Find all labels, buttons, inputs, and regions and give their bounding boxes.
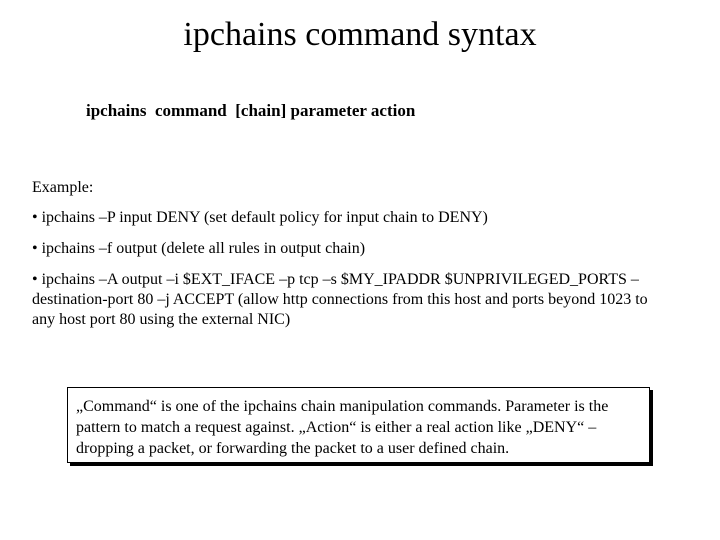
slide-title: ipchains command syntax [183, 16, 537, 53]
example-item-set-policy: • ipchains –P input DENY (set default policy for input chain to DENY) [32, 209, 488, 226]
example-item-flush-output: • ipchains –f output (delete all rules in output chain) [32, 240, 366, 257]
example-heading: Example: [32, 179, 94, 196]
note-box: „Command“ is one of the ipchains chain manipulation commands. Parameter is the pattern to match a request against. „Action“ is either a real action like „DENY“ – dropping a packet, or forwarding the packet to a user defined chain. [67, 387, 650, 463]
example-item-append-rule: • ipchains –A output –i $EXT_IFACE –p tcp –s $MY_IPADDR $UNPRIVILEGED_PORTS – destination-port 80 –j ACCEPT (allow http connections from this host and ports beyond 1023 to any host port 80 using the external NIC) [32, 271, 648, 328]
syntax-line: ipchains command [chain] parameter action [86, 101, 416, 120]
example-block [32, 178, 672, 341]
